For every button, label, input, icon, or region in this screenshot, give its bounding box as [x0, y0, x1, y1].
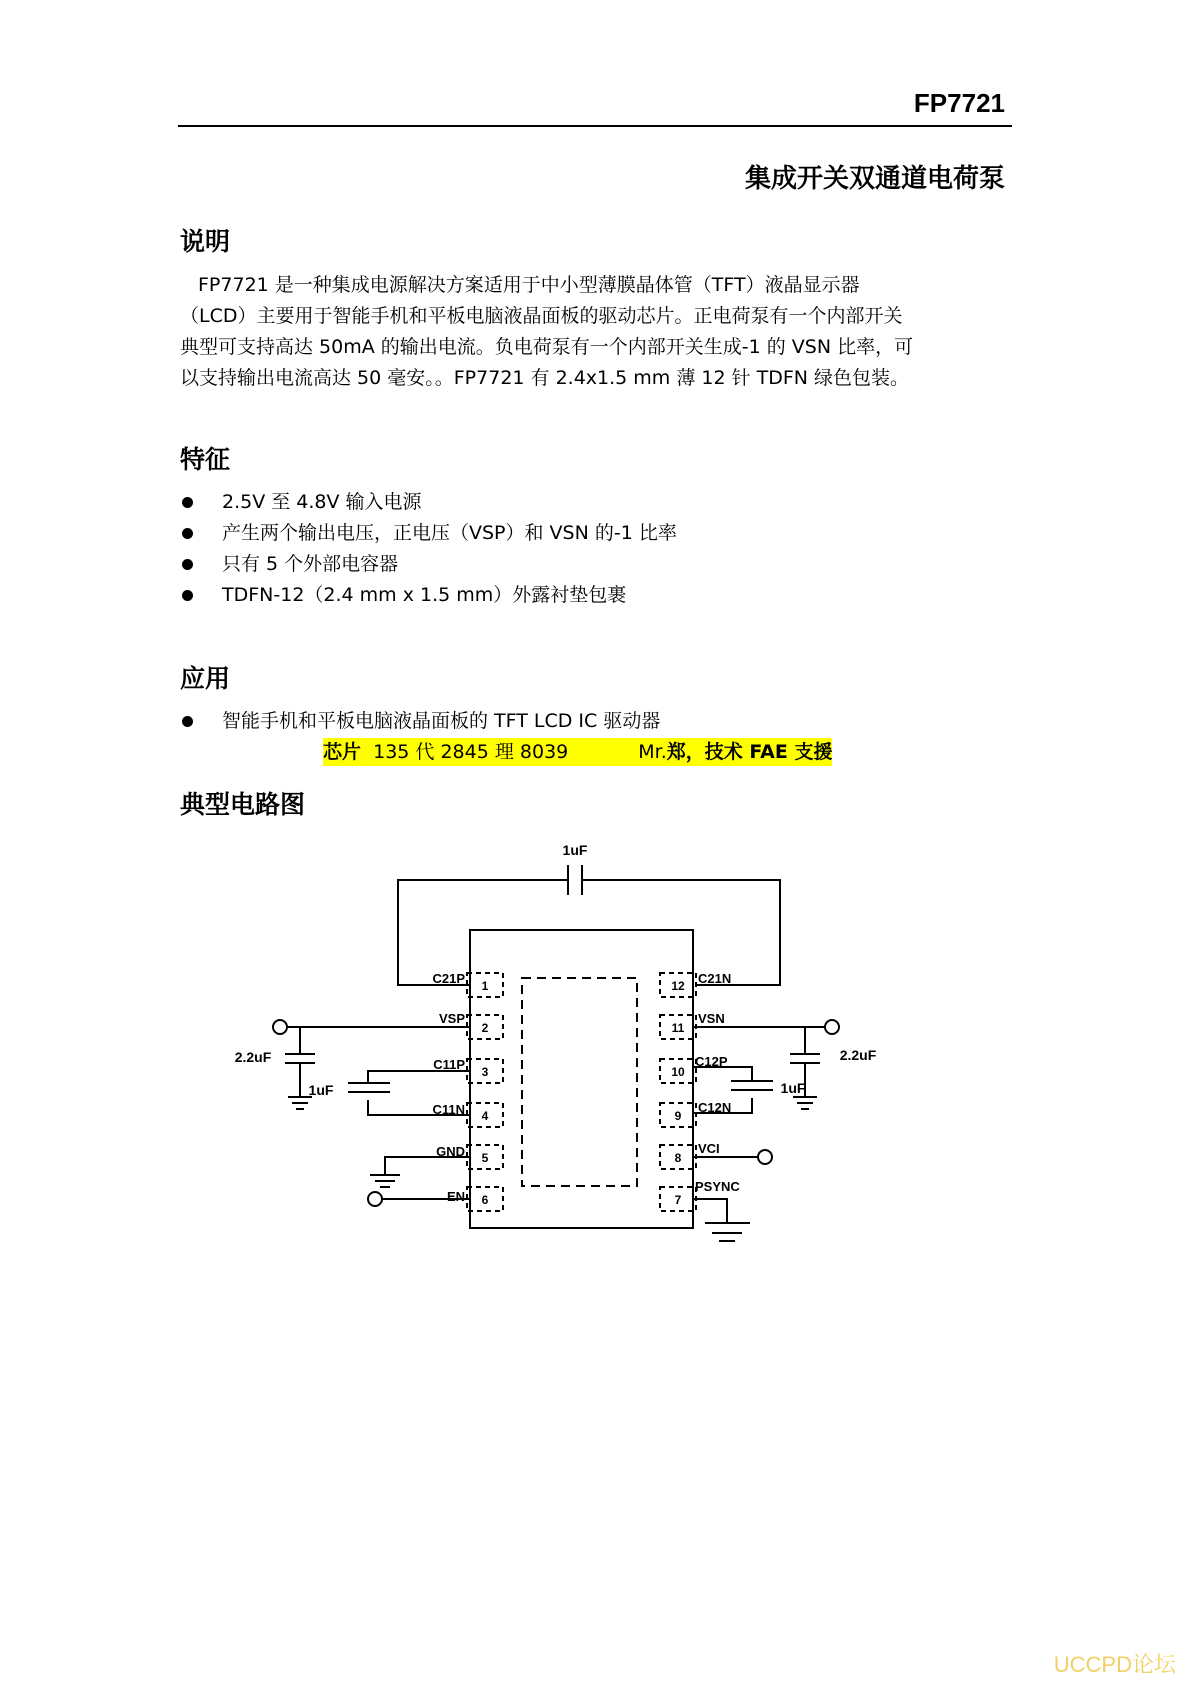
pin-number: 1: [481, 979, 489, 993]
capacitor-label: 1uF: [780, 1080, 806, 1096]
pin-label: C11N: [432, 1102, 465, 1117]
pin-number: 2: [481, 1021, 489, 1035]
pin-number: 8: [674, 1151, 682, 1165]
pin-number: 7: [674, 1193, 682, 1207]
header-rule: [178, 125, 1012, 127]
pin-number: 11: [671, 1021, 685, 1035]
pin-label: C21N: [698, 971, 732, 986]
pin-number: 4: [481, 1109, 489, 1123]
capacitor-label: 1uF: [562, 842, 588, 858]
bullet-icon: [182, 590, 193, 601]
psync-ground: [693, 1199, 750, 1241]
pin-number: 12: [671, 979, 685, 993]
pin-number: 3: [481, 1065, 489, 1079]
pin-label: EN: [446, 1189, 465, 1204]
contact-highlight: [323, 738, 832, 766]
list-item: 智能手机和平板电脑液晶面板的 TFT LCD IC 驱动器: [180, 706, 660, 737]
circuit-heading: 典型电路图: [180, 790, 306, 819]
description-heading: 说明: [180, 227, 231, 256]
bullet-icon: [182, 716, 193, 727]
list-item: 2.5V 至 4.8V 输入电源: [180, 487, 677, 518]
document-subtitle: 集成开关双通道电荷泵: [744, 164, 1005, 194]
bullet-icon: [182, 528, 193, 539]
capacitor-label: 2.2uF: [234, 1049, 272, 1065]
pin-number: 9: [674, 1109, 682, 1123]
applications-heading: 应用: [180, 664, 231, 693]
list-item: 产生两个输出电压，正电压（VSP）和 VSN 的-1 比率: [180, 518, 677, 549]
capacitor-label: 1uF: [308, 1082, 334, 1098]
watermark: UCCPD论坛: [1053, 1652, 1176, 1677]
pin-label: VSN: [698, 1011, 725, 1026]
list-item: TDFN-12（2.4 mm x 1.5 mm）外露衬垫包裹: [180, 580, 677, 611]
bullet-icon: [182, 497, 193, 508]
pin-label: C12N: [698, 1100, 732, 1115]
applications-list: [180, 706, 660, 737]
description-paragraph: [180, 270, 1020, 394]
pin-label: VCI: [698, 1141, 720, 1156]
bullet-icon: [182, 559, 193, 570]
part-number: FP7721: [913, 88, 1005, 118]
pin-label: C21P: [432, 971, 465, 986]
right-pin-boxes: [660, 973, 696, 1211]
ground-symbol: [370, 1157, 470, 1187]
chip-label: 芯片: [323, 741, 362, 763]
contact-phone: 135 代 2845 理 8039: [373, 741, 569, 763]
description-line: FP7721 是一种集成电源解决方案适用于中小型薄膜晶体管（TFT）液晶显示器: [198, 274, 860, 296]
contact-title: Mr.: [638, 741, 667, 763]
features-list: [180, 487, 677, 611]
exposed-pad: [522, 978, 637, 1186]
pin-label: PSYNC: [695, 1179, 740, 1194]
pin-label: VSP: [438, 1011, 465, 1026]
pin-label: C11P: [433, 1057, 465, 1072]
features-heading: 特征: [180, 445, 231, 474]
left-pin-boxes: [467, 973, 503, 1211]
description-line: （LCD）主要用于智能手机和平板电脑液晶面板的驱动芯片。正电荷泵有一个内部开关: [180, 305, 903, 327]
pin-number: 5: [481, 1151, 489, 1165]
pin-number: 10: [671, 1065, 685, 1079]
typical-circuit-diagram: [205, 835, 945, 1259]
list-item: 只有 5 个外部电容器: [180, 549, 677, 580]
description-line: 以支持输出电流高达 50 毫安。。FP7721 有 2.4x1.5 mm 薄 12 针 TDFN 绿色包装。: [180, 367, 910, 389]
pin-label: C12P: [695, 1054, 728, 1069]
pin-label: GND: [436, 1144, 465, 1159]
pin-number: 6: [481, 1193, 489, 1207]
description-line: 典型可支持高达 50mA 的输出电流。负电荷泵有一个内部开关生成-1 的 VSN 比率，可: [180, 336, 914, 358]
capacitor-top: [398, 865, 780, 985]
contact-name: 郑，技术 FAE 支援: [666, 741, 833, 763]
capacitor-label: 2.2uF: [839, 1047, 877, 1063]
